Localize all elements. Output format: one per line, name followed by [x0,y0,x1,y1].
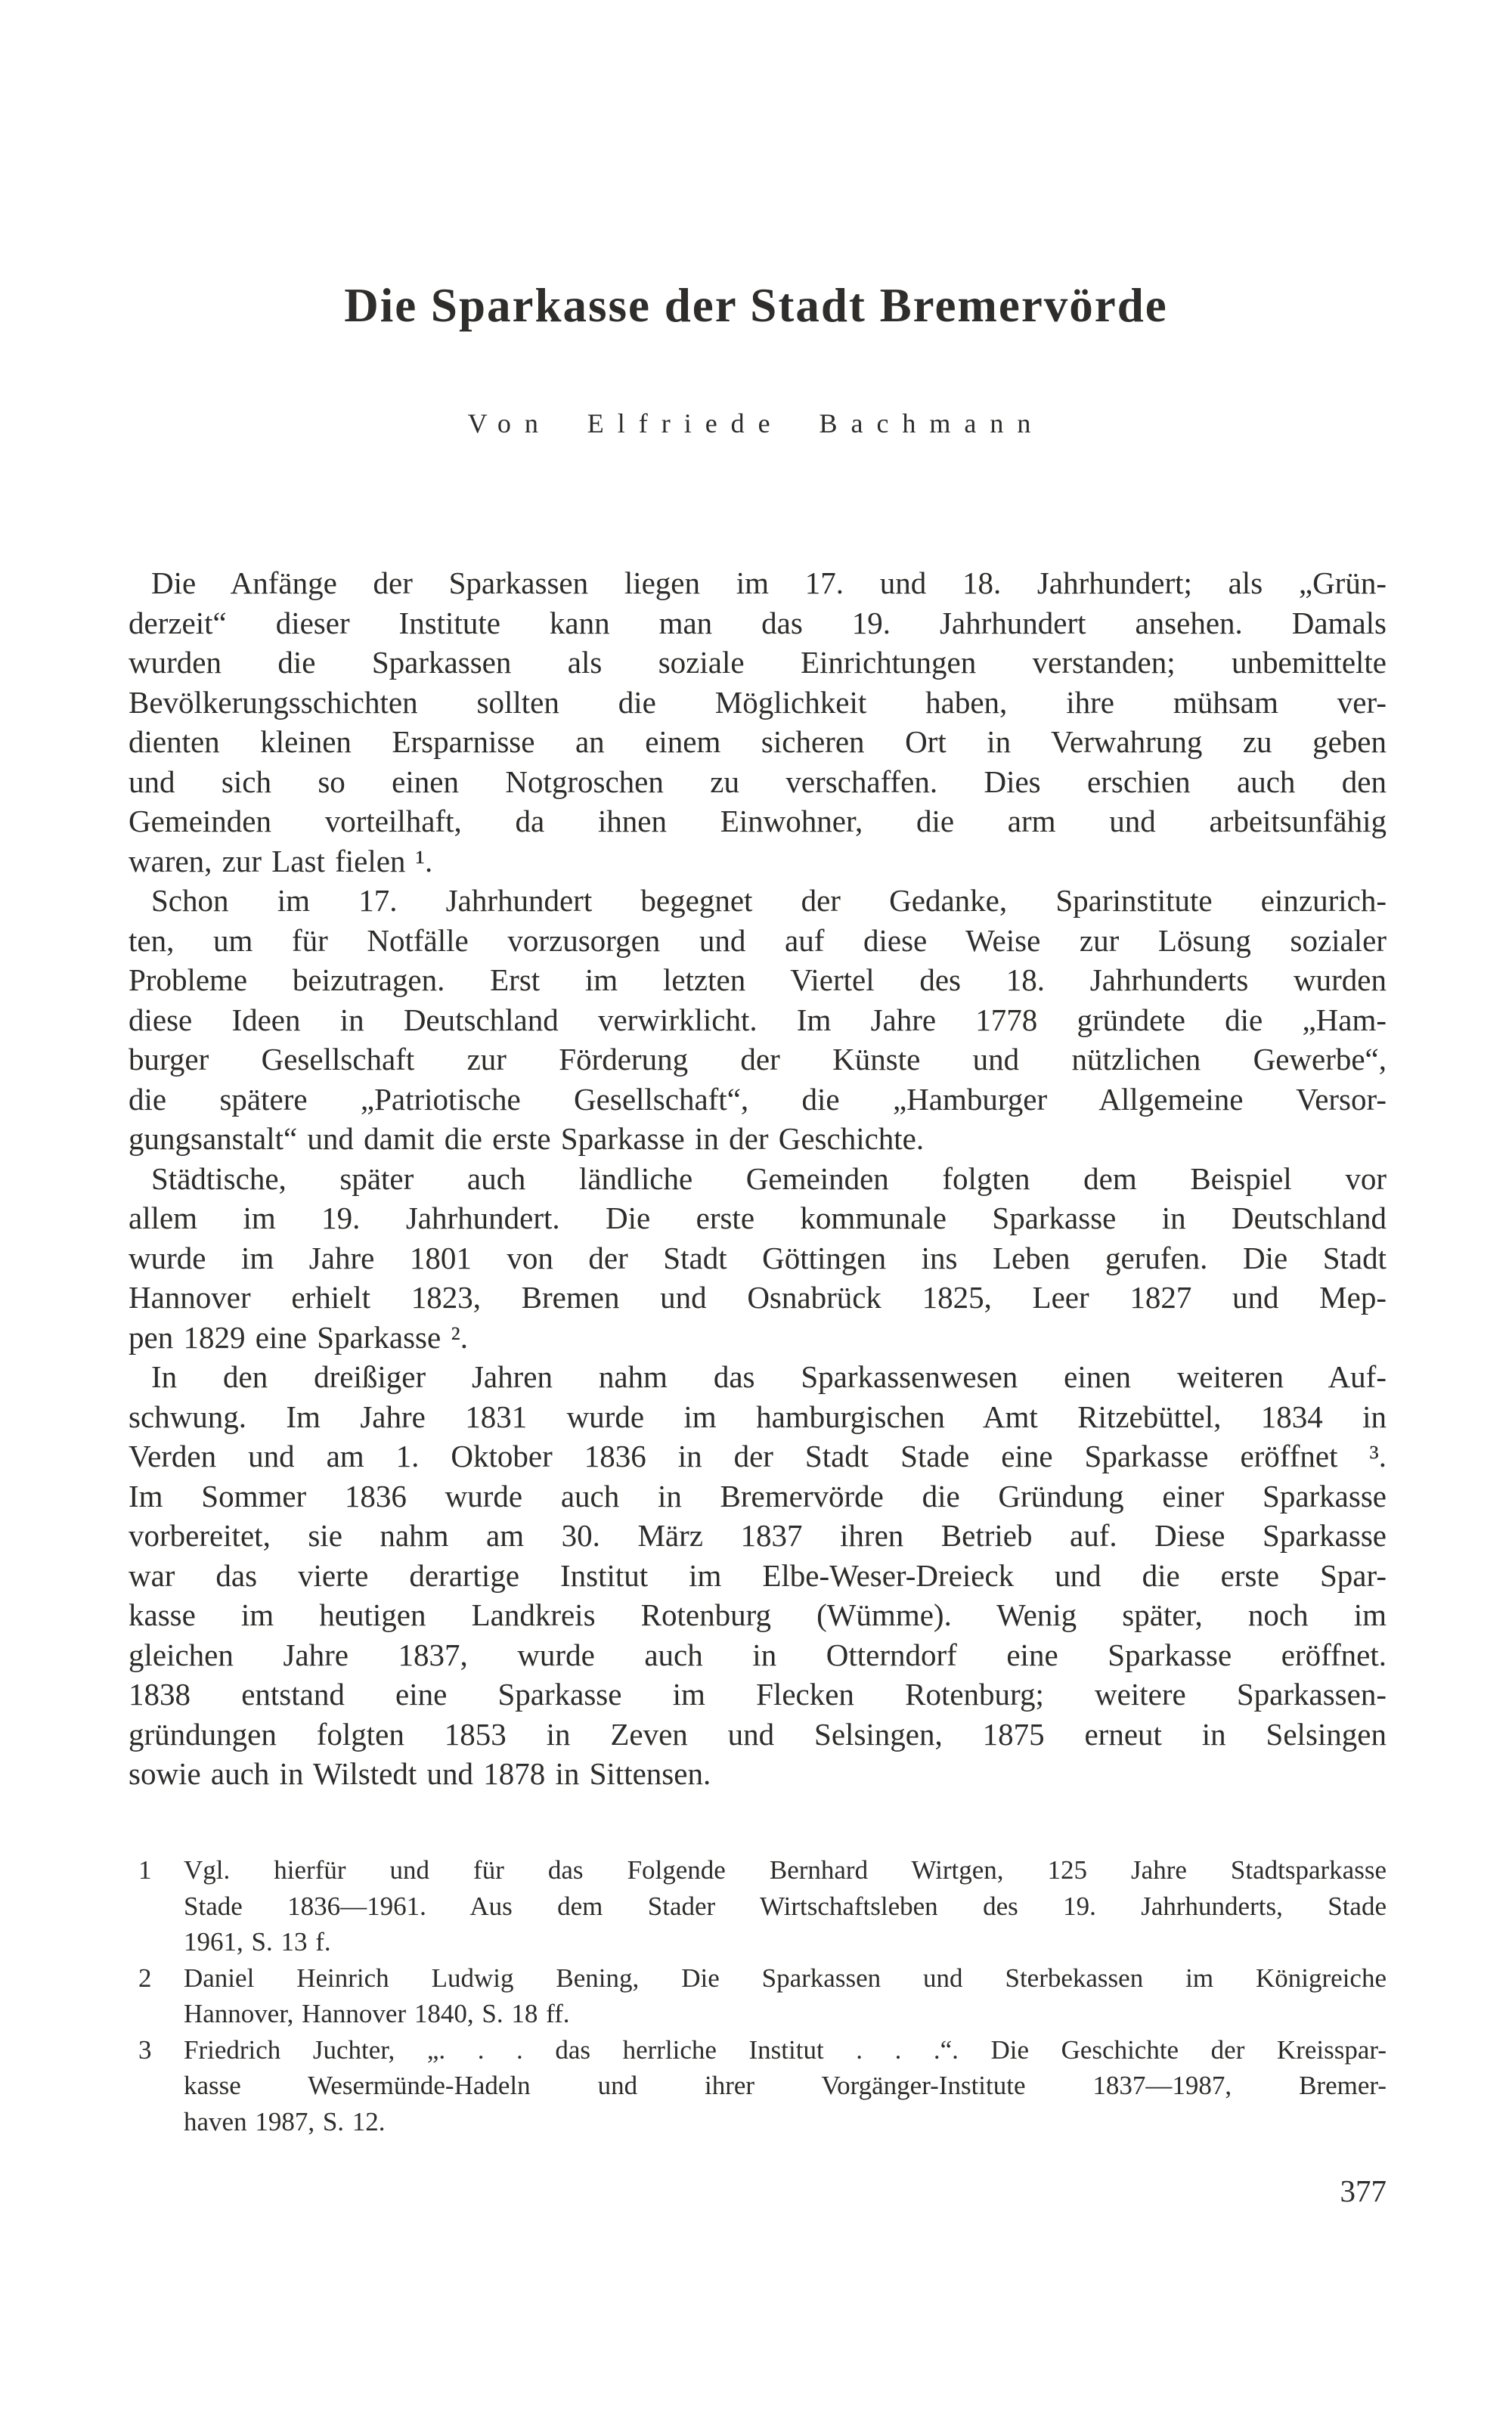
body-line: war das vierte derartige Institut im Elbe-Weser-Dreieck und die erste Spar- [129,1557,1387,1593]
body-line: gungsanstalt“ und damit die erste Sparkasse in der Geschichte. [129,1121,925,1156]
body-line: sowie auch in Wilstedt und 1878 in Sittensen. [129,1756,711,1791]
body-line: Die Anfänge der Sparkassen liegen im 17. und 18. Jahrhundert; als „Grün- [151,565,1387,600]
body-line: wurden die Sparkassen als soziale Einrichtungen verstanden; unbemittelte [129,645,1387,680]
footnote [129,1960,1387,2032]
body-line: Städtische, später auch ländliche Gemeinden folgten dem Beispiel vor [151,1160,1387,1196]
body-text [129,563,1387,1794]
footnote-number: 2 [138,1963,152,1993]
paragraph [129,1159,1387,1358]
footnote-number: 3 [138,2034,152,2065]
footnote-line: 1961, S. 13 f. [184,1927,331,1957]
footnote-number: 1 [138,1855,152,1885]
body-line: In den dreißiger Jahren nahm das Sparkassenwesen einen weiteren Auf- [151,1359,1387,1394]
page-number: 377 [1340,2173,1387,2208]
footnote-line: Friedrich Juchter, „. . . das herrliche Institut . . .“. Die Geschichte der Kreisspar- [184,2034,1387,2065]
body-line: ten, um für Notfälle vorzusorgen und auf diese Weise zur Lösung sozialer [129,922,1387,958]
body-line: pen 1829 eine Sparkasse ². [129,1319,468,1355]
footnote-line: Daniel Heinrich Ludwig Bening, Die Sparkassen und Sterbekassen im Königreiche [184,1963,1387,1993]
body-line: Verden und am 1. Oktober 1836 in der Stadt Stade eine Sparkasse eröffnet ³. [129,1439,1387,1473]
footnote [129,2032,1387,2140]
footnote-line: Hannover, Hannover 1840, S. 18 ff. [184,1999,570,2028]
body-line: schwung. Im Jahre 1831 wurde im hamburgischen Amt Ritzebüttel, 1834 in [129,1399,1387,1434]
body-line: und sich so einen Notgroschen zu verschaffen. Dies erschien auch den [129,764,1387,799]
body-line: vorbereitet, sie nahm am 30. März 1837 ihren Betrieb auf. Diese Sparkasse [129,1518,1387,1553]
body-line: Bevölkerungsschichten sollten die Möglichkeit haben, ihre mühsam ver- [129,684,1387,720]
body-line: waren, zur Last fielen ¹. [129,843,433,878]
author-line: Von Elfriede Bachmann [467,408,1045,438]
body-line: Im Sommer 1836 wurde auch in Bremervörde die Gründung einer Sparkasse [129,1478,1387,1514]
page-title: Die Sparkasse der Stadt Bremervörde [344,279,1168,332]
paragraph [129,1357,1387,1794]
body-line: gleichen Jahre 1837, wurde auch in Otterndorf eine Sparkasse eröffnet. [129,1637,1387,1672]
body-line: Hannover erhielt 1823, Bremen und Osnabrück 1825, Leer 1827 und Mep- [129,1280,1387,1315]
footnote-line: Vgl. hierfür und für das Folgende Bernhard Wirtgen, 125 Jahre Stadtsparkasse [184,1855,1387,1885]
footnote [129,1852,1387,1960]
body-line: 1838 entstand eine Sparkasse im Flecken Rotenburg; weitere Sparkassen- [129,1677,1387,1712]
body-line: gründungen folgten 1853 in Zeven und Selsingen, 1875 erneut in Selsingen [129,1716,1387,1752]
body-line: die spätere „Patriotische Gesellschaft“, die „Hamburger Allgemeine Versor- [129,1081,1387,1117]
body-line: kasse im heutigen Landkreis Rotenburg (Wümme). Wenig später, noch im [129,1597,1387,1632]
body-line: allem im 19. Jahrhundert. Die erste kommunale Sparkasse in Deutschland [129,1201,1387,1235]
body-line: Schon im 17. Jahrhundert begegnet der Gedanke, Sparinstitute einzurich- [151,883,1387,918]
body-line: Probleme beizutragen. Erst im letzten Viertel des 18. Jahrhunderts wurden [129,962,1387,997]
footnote-line: Stade 1836—1961. Aus dem Stader Wirtschaftsleben des 19. Jahrhunderts, Stade [184,1891,1387,1921]
body-line: burger Gesellschaft zur Förderung der Künste und nützlichen Gewerbe“, [129,1042,1387,1077]
body-line: Gemeinden vorteilhaft, da ihnen Einwohner, die arm und arbeitsunfähig [129,804,1387,838]
body-line: dienten kleinen Ersparnisse an einem sicheren Ort in Verwahrung zu geben [129,724,1387,759]
paragraph [129,563,1387,881]
footnotes-section [129,1852,1387,2139]
body-line: diese Ideen in Deutschland verwirklicht. Im Jahre 1778 gründete die „Ham- [129,1002,1387,1037]
footnote-line: haven 1987, S. 12. [184,2106,386,2136]
footnote-line: kasse Wesermünde-Hadeln und ihrer Vorgänger-Institute 1837—1987, Bremer- [184,2071,1387,2100]
paragraph [129,881,1387,1159]
body-line: derzeit“ dieser Institute kann man das 19. Jahrhundert ansehen. Damals [129,605,1387,640]
body-line: wurde im Jahre 1801 von der Stadt Göttingen ins Leben gerufen. Die Stadt [129,1240,1387,1275]
